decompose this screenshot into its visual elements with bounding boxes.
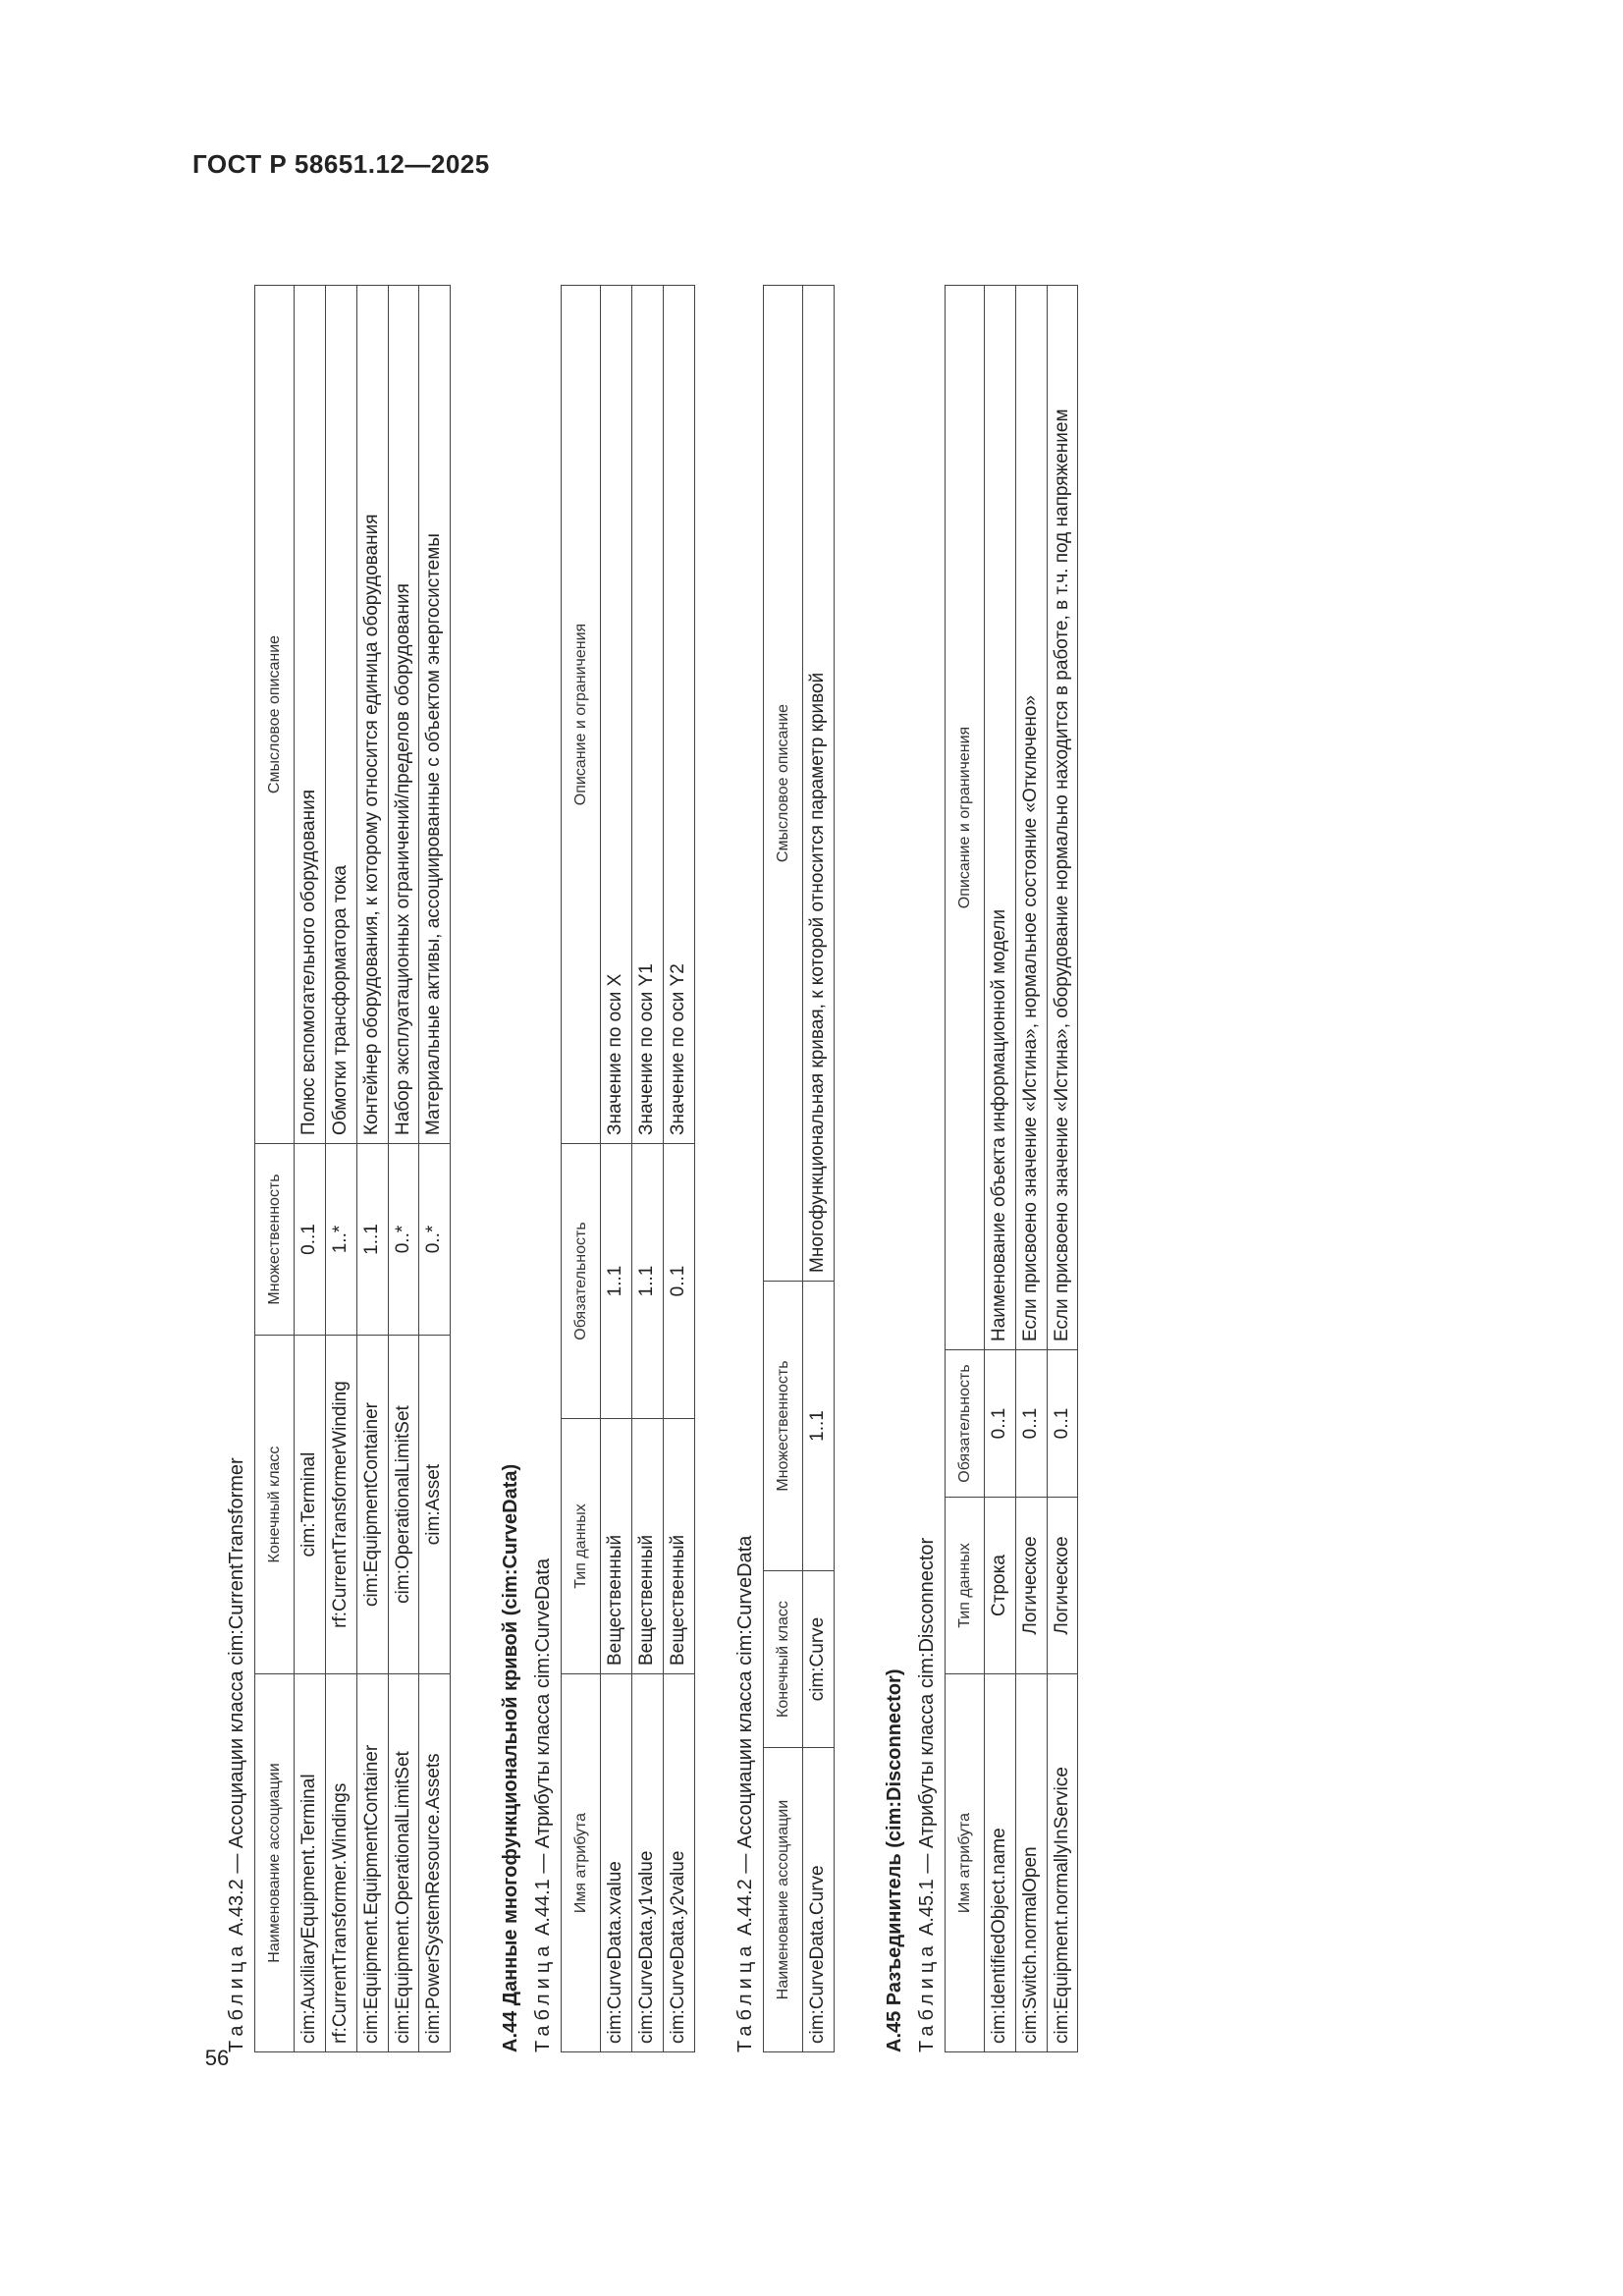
col-header: Обязательность xyxy=(945,1350,984,1498)
table-cell: Вещественный xyxy=(632,1419,664,1674)
col-header: Смысловое описание xyxy=(763,286,802,1282)
table-cell: rf:CurrentTransformerWinding xyxy=(325,1336,356,1674)
table-a44-1-block xyxy=(532,231,695,2052)
col-header: Описание и ограничения xyxy=(945,286,984,1350)
page-number: 56 xyxy=(204,2045,230,2070)
table-cell: cim:Switch.normalOpen xyxy=(1015,1674,1047,2052)
table-header-row xyxy=(945,286,984,2052)
table-cell: Многофункциональная кривая, к которой относится параметр кривой xyxy=(802,286,834,1282)
table-cell: 0..1 xyxy=(663,1144,694,1419)
table-cell: cim:Equipment.EquipmentContainer xyxy=(356,1674,388,2052)
col-header: Множественность xyxy=(763,1282,802,1571)
table-cell: Если присвоено значение «Истина», нормальное состояние «Отключено» xyxy=(1015,286,1047,1350)
table-row xyxy=(388,286,419,2052)
table-cell: Строка xyxy=(984,1498,1015,1674)
table-caption: Таблица А.44.2 — Ассоциации класса cim:CurveData xyxy=(733,1535,756,2052)
col-header: Множественность xyxy=(255,1144,295,1336)
table-cell: 0..* xyxy=(388,1144,419,1336)
table-cell: Контейнер оборудования, к которому относится единица оборудования xyxy=(356,286,388,1144)
table-row xyxy=(325,286,356,2052)
table-cell: Набор эксплуатационных ограничений/пределов оборудования xyxy=(388,286,419,1144)
table-cell: Значение по оси Y2 xyxy=(663,286,694,1144)
table-a44-1 xyxy=(561,285,695,2052)
table-row xyxy=(295,286,326,2052)
rotated-page-content xyxy=(204,231,1542,2070)
table-cell: cim:PowerSystemResource.Assets xyxy=(419,1674,451,2052)
table-a43-2-block xyxy=(226,231,451,2052)
table-row xyxy=(601,286,632,2052)
table-cell: 1..1 xyxy=(632,1144,664,1419)
table-cell: Логическое xyxy=(1015,1498,1047,1674)
table-cell: cim:OperationalLimitSet xyxy=(388,1336,419,1674)
col-header: Смысловое описание xyxy=(255,286,295,1144)
table-a45-1-block xyxy=(916,231,1079,2052)
table-cell: Полюс вспомогательного оборудования xyxy=(295,286,326,1144)
table-a45-1 xyxy=(945,285,1079,2052)
table-a43-2 xyxy=(254,285,451,2052)
col-header: Конечный класс xyxy=(763,1571,802,1748)
col-header: Конечный класс xyxy=(255,1336,295,1674)
table-cell: 0..1 xyxy=(295,1144,326,1336)
table-cell: 0..1 xyxy=(1047,1350,1078,1498)
table-header-row xyxy=(763,286,802,2052)
table-row xyxy=(802,286,834,2052)
table-cell: 0..1 xyxy=(984,1350,1015,1498)
table-caption: Таблица А.43.2 — Ассоциации класса cim:CurrentTransformer xyxy=(226,1457,247,2052)
col-header: Наименование ассоциации xyxy=(255,1674,295,2052)
table-cell: Логическое xyxy=(1047,1498,1078,1674)
table-cell: Материальные активы, ассоциированные с объектом энергосистемы xyxy=(419,286,451,1144)
table-a44-2-block xyxy=(734,231,835,2052)
col-header: Тип данных xyxy=(562,1419,601,1674)
table-row xyxy=(1047,286,1078,2052)
table-cell: 1..1 xyxy=(601,1144,632,1419)
table-cell: cim:Equipment.normallyInService xyxy=(1047,1674,1078,2052)
table-cell: cim:AuxiliaryEquipment.Terminal xyxy=(295,1674,326,2052)
col-header: Имя атрибута xyxy=(562,1674,601,2052)
table-cell: rf:CurrentTransformer.Windings xyxy=(325,1674,356,2052)
table-caption: Таблица А.45.1 — Атрибуты класса cim:Disconnector xyxy=(915,1537,938,2052)
table-cell: cim:Asset xyxy=(419,1336,451,1674)
section-title-a45: А.45 Разъединитель (cim:Disconnector) xyxy=(883,1668,905,2052)
table-cell: Вещественный xyxy=(601,1419,632,1674)
table-cell: 1..* xyxy=(325,1144,356,1336)
table-cell: Наименование объекта информационной модели xyxy=(984,286,1015,1350)
table-cell: cim:Terminal xyxy=(295,1336,326,1674)
table-cell: 0..* xyxy=(419,1144,451,1336)
table-cell: Если присвоено значение «Истина», оборудование нормально находится в работе, в т.ч. под напряжением xyxy=(1047,286,1078,1350)
col-header: Обязательность xyxy=(562,1144,601,1419)
standard-header: ГОСТ Р 58651.12—2025 xyxy=(192,149,490,179)
table-row xyxy=(984,286,1015,2052)
table-cell: cim:CurveData.xvalue xyxy=(601,1674,632,2052)
col-header: Тип данных xyxy=(945,1498,984,1674)
table-cell: cim:CurveData.y1value xyxy=(632,1674,664,2052)
table-cell: 0..1 xyxy=(1015,1350,1047,1498)
table-row xyxy=(632,286,664,2052)
table-cell: Обмотки трансформатора тока xyxy=(325,286,356,1144)
col-header: Описание и ограничения xyxy=(562,286,601,1144)
table-row xyxy=(356,286,388,2052)
table-a44-2 xyxy=(763,285,835,2052)
table-cell: cim:CurveData.y2value xyxy=(663,1674,694,2052)
section-title-a44: А.44 Данные многофункциональной кривой (cim:CurveData) xyxy=(500,1463,522,2052)
table-cell: cim:Curve xyxy=(802,1571,834,1748)
table-cell: Вещественный xyxy=(663,1419,694,1674)
table-header-row xyxy=(255,286,295,2052)
table-row xyxy=(1015,286,1047,2052)
table-header-row xyxy=(562,286,601,2052)
table-cell: Значение по оси Y1 xyxy=(632,286,664,1144)
table-cell: 1..1 xyxy=(356,1144,388,1336)
table-caption: Таблица А.44.1 — Атрибуты класса cim:CurveData xyxy=(532,1558,555,2052)
table-cell: cim:IdentifiedObject.name xyxy=(984,1674,1015,2052)
table-row xyxy=(419,286,451,2052)
col-header: Имя атрибута xyxy=(945,1674,984,2052)
table-cell: Значение по оси X xyxy=(601,286,632,1144)
table-cell: cim:EquipmentContainer xyxy=(356,1336,388,1674)
table-cell: cim:Equipment.OperationalLimitSet xyxy=(388,1674,419,2052)
col-header: Наименование ассоциации xyxy=(763,1748,802,2052)
table-cell: cim:CurveData.Curve xyxy=(802,1748,834,2052)
table-row xyxy=(663,286,694,2052)
table-cell: 1..1 xyxy=(802,1282,834,1571)
